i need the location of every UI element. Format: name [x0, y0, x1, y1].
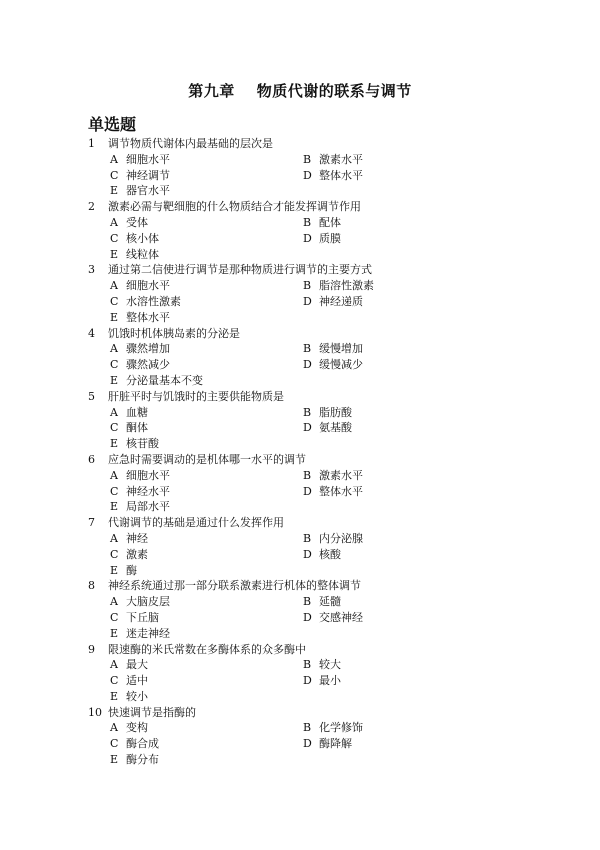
question-stem — [88, 262, 508, 278]
option-letter: B — [303, 279, 312, 293]
option-letter: E — [110, 753, 119, 767]
option-letter: D — [303, 421, 312, 435]
option-b — [303, 341, 363, 357]
option-row — [88, 689, 508, 705]
option-text: 激素 — [126, 547, 148, 561]
option-letter: B — [303, 468, 312, 482]
option-d — [303, 610, 363, 626]
option-e — [110, 499, 170, 515]
option-letter: A — [110, 152, 118, 166]
option-text: 神经 — [126, 531, 148, 545]
option-text: 整体水平 — [126, 310, 170, 324]
option-row — [88, 294, 508, 310]
option-letter: E — [110, 373, 119, 387]
option-b — [303, 720, 363, 736]
option-e — [110, 373, 203, 389]
chapter-title — [0, 80, 600, 101]
option-letter: B — [303, 152, 312, 166]
option-text: 整体水平 — [319, 484, 363, 498]
option-letter: D — [303, 737, 312, 751]
option-d — [303, 736, 352, 752]
question-text: 代谢调节的基础是通过什么发挥作用 — [108, 516, 284, 530]
option-text: 分泌量基本不变 — [126, 373, 203, 387]
option-row — [88, 341, 508, 357]
option-text: 交感神经 — [319, 610, 363, 624]
question-text: 激素必需与靶细胞的什么物质结合才能发挥调节作用 — [108, 200, 361, 214]
option-d — [303, 231, 341, 247]
question-stem — [88, 705, 508, 721]
option-text: 线粒体 — [126, 247, 159, 261]
option-letter: E — [110, 437, 119, 451]
option-text: 延髓 — [319, 595, 341, 609]
option-letter: C — [110, 484, 119, 498]
option-letter: D — [303, 168, 312, 182]
question-text: 应急时需要调动的是机体哪一水平的调节 — [108, 452, 306, 466]
option-text: 酶降解 — [319, 737, 352, 751]
option-d — [303, 673, 341, 689]
question-text: 通过第二信使进行调节是那种物质进行调节的主要方式 — [108, 263, 372, 277]
question-item — [88, 326, 508, 389]
option-a — [110, 152, 170, 168]
option-letter: C — [110, 674, 119, 688]
option-c — [110, 610, 159, 626]
option-row — [88, 152, 508, 168]
option-a — [110, 341, 170, 357]
option-row — [88, 420, 508, 436]
option-a — [110, 405, 148, 421]
option-row — [88, 720, 508, 736]
option-text: 水溶性激素 — [126, 294, 181, 308]
option-row — [88, 168, 508, 184]
option-letter: C — [110, 358, 119, 372]
option-letter: A — [110, 531, 118, 545]
option-d — [303, 357, 363, 373]
question-item — [88, 705, 508, 768]
option-letter: A — [110, 658, 118, 672]
option-text: 最小 — [319, 674, 341, 688]
option-row — [88, 357, 508, 373]
question-text: 调节物质代谢体内最基础的层次是 — [108, 137, 273, 150]
option-text: 酶分布 — [126, 753, 159, 767]
option-c — [110, 294, 181, 310]
option-text: 神经递质 — [319, 294, 363, 308]
question-item — [88, 578, 508, 641]
option-a — [110, 278, 170, 294]
option-text: 细胞水平 — [126, 279, 170, 293]
option-text: 较大 — [319, 658, 341, 672]
question-number: 7 — [88, 516, 95, 530]
option-b — [303, 594, 341, 610]
question-item — [88, 136, 508, 199]
option-letter: B — [303, 658, 312, 672]
option-a — [110, 594, 170, 610]
option-row — [88, 484, 508, 500]
question-number: 9 — [88, 642, 95, 656]
option-row — [88, 436, 508, 452]
option-row — [88, 183, 508, 199]
option-c — [110, 168, 170, 184]
option-b — [303, 215, 341, 231]
question-stem — [88, 326, 508, 342]
option-text: 激素水平 — [319, 152, 363, 166]
option-text: 核酸 — [319, 547, 341, 561]
question-stem — [88, 136, 508, 152]
question-item — [88, 452, 508, 515]
option-letter: A — [110, 595, 118, 609]
option-text: 缓慢增加 — [319, 342, 363, 356]
option-letter: B — [303, 405, 312, 419]
option-text: 化学修饰 — [319, 721, 363, 735]
question-number: 2 — [88, 200, 95, 214]
option-a — [110, 531, 148, 547]
option-c — [110, 484, 170, 500]
option-letter: C — [110, 547, 119, 561]
option-row — [88, 610, 508, 626]
option-letter: D — [303, 674, 312, 688]
option-row — [88, 231, 508, 247]
question-item — [88, 515, 508, 578]
question-item — [88, 199, 508, 262]
option-text: 神经调节 — [126, 168, 170, 182]
option-a — [110, 720, 148, 736]
option-b — [303, 278, 374, 294]
question-item — [88, 642, 508, 705]
option-letter: E — [110, 626, 119, 640]
option-b — [303, 531, 363, 547]
option-text: 配体 — [319, 215, 341, 229]
option-text: 骤然增加 — [126, 342, 170, 356]
option-row — [88, 736, 508, 752]
option-letter: C — [110, 421, 119, 435]
option-row — [88, 626, 508, 642]
question-stem — [88, 199, 508, 215]
option-row — [88, 657, 508, 673]
question-text: 肝脏平时与饥饿时的主要供能物质是 — [108, 389, 284, 403]
option-text: 局部水平 — [126, 500, 170, 514]
option-letter: C — [110, 610, 119, 624]
option-text: 核苷酸 — [126, 437, 159, 451]
option-e — [110, 247, 159, 263]
option-e — [110, 689, 148, 705]
option-row — [88, 752, 508, 768]
question-stem — [88, 452, 508, 468]
question-number: 1 — [88, 137, 95, 150]
option-text: 较小 — [126, 689, 148, 703]
option-e — [110, 563, 137, 579]
question-stem — [88, 642, 508, 658]
option-text: 神经水平 — [126, 484, 170, 498]
question-text: 神经系统通过那一部分联系激素进行机体的整体调节 — [108, 579, 361, 593]
option-b — [303, 405, 352, 421]
option-letter: C — [110, 294, 119, 308]
question-text: 限速酶的米氏常数在多酶体系的众多酶中 — [108, 642, 306, 656]
option-text: 下丘脑 — [126, 610, 159, 624]
option-d — [303, 294, 363, 310]
option-letter: A — [110, 215, 118, 229]
option-row — [88, 547, 508, 563]
option-row — [88, 563, 508, 579]
option-letter: A — [110, 405, 118, 419]
option-row — [88, 215, 508, 231]
option-letter: B — [303, 721, 312, 735]
option-c — [110, 736, 159, 752]
option-letter: E — [110, 247, 119, 261]
question-number: 3 — [88, 263, 95, 277]
section-heading: 单选题 — [88, 115, 137, 134]
option-c — [110, 420, 148, 436]
option-text: 激素水平 — [319, 468, 363, 482]
option-c — [110, 547, 148, 563]
option-text: 最大 — [126, 658, 148, 672]
option-a — [110, 657, 148, 673]
option-text: 整体水平 — [319, 168, 363, 182]
option-letter: D — [303, 294, 312, 308]
question-item — [88, 389, 508, 452]
question-stem — [88, 389, 508, 405]
option-d — [303, 420, 352, 436]
option-d — [303, 168, 363, 184]
option-text: 受体 — [126, 215, 148, 229]
option-text: 核小体 — [126, 231, 159, 245]
option-letter: C — [110, 737, 119, 751]
option-row — [88, 278, 508, 294]
question-number: 6 — [88, 452, 95, 466]
option-text: 器官水平 — [126, 184, 170, 198]
question-number: 10 — [88, 705, 102, 719]
option-letter: B — [303, 595, 312, 609]
option-letter: E — [110, 500, 119, 514]
option-text: 酶合成 — [126, 737, 159, 751]
option-text: 迷走神经 — [126, 626, 170, 640]
option-e — [110, 436, 159, 452]
option-a — [110, 468, 170, 484]
option-letter: B — [303, 215, 312, 229]
option-letter: E — [110, 310, 119, 324]
option-row — [88, 247, 508, 263]
chapter-number: 第九章 — [188, 82, 235, 100]
question-stem — [88, 578, 508, 594]
option-text: 内分泌腺 — [319, 531, 363, 545]
option-a — [110, 215, 148, 231]
option-text: 骤然减少 — [126, 358, 170, 372]
option-row — [88, 310, 508, 326]
option-d — [303, 547, 341, 563]
option-b — [303, 657, 341, 673]
option-text: 缓慢减少 — [319, 358, 363, 372]
question-stem — [88, 515, 508, 531]
option-c — [110, 673, 148, 689]
option-text: 大脑皮层 — [126, 595, 170, 609]
question-text: 饥饿时机体胰岛素的分泌是 — [108, 326, 240, 340]
option-letter: D — [303, 610, 312, 624]
option-row — [88, 405, 508, 421]
option-text: 血糖 — [126, 405, 148, 419]
option-letter: D — [303, 231, 312, 245]
option-letter: B — [303, 342, 312, 356]
option-row — [88, 594, 508, 610]
option-letter: A — [110, 279, 118, 293]
option-c — [110, 357, 170, 373]
option-e — [110, 626, 170, 642]
option-text: 细胞水平 — [126, 468, 170, 482]
option-text: 细胞水平 — [126, 152, 170, 166]
option-letter: C — [110, 231, 119, 245]
question-number: 4 — [88, 326, 95, 340]
option-text: 适中 — [126, 674, 148, 688]
option-b — [303, 152, 363, 168]
option-text: 氨基酸 — [319, 421, 352, 435]
option-text: 酶 — [126, 563, 137, 577]
option-e — [110, 752, 159, 768]
option-letter: E — [110, 184, 119, 198]
option-row — [88, 673, 508, 689]
option-letter: D — [303, 358, 312, 372]
option-e — [110, 310, 170, 326]
option-text: 脂肪酸 — [319, 405, 352, 419]
option-letter: A — [110, 721, 118, 735]
option-letter: E — [110, 689, 119, 703]
option-e — [110, 183, 170, 199]
chapter-name: 物质代谢的联系与调节 — [256, 82, 412, 100]
option-row — [88, 499, 508, 515]
option-text: 质膜 — [319, 231, 341, 245]
option-letter: A — [110, 342, 118, 356]
option-letter: D — [303, 547, 312, 561]
question-list — [88, 136, 508, 768]
option-row — [88, 468, 508, 484]
question-number: 8 — [88, 579, 95, 593]
question-text: 快速调节是指酶的 — [108, 705, 196, 719]
option-row — [88, 373, 508, 389]
option-letter: A — [110, 468, 118, 482]
option-text: 酮体 — [126, 421, 148, 435]
option-letter: E — [110, 563, 119, 577]
option-letter: D — [303, 484, 312, 498]
option-letter: C — [110, 168, 119, 182]
option-row — [88, 531, 508, 547]
option-b — [303, 468, 363, 484]
question-item — [88, 262, 508, 325]
option-d — [303, 484, 363, 500]
option-c — [110, 231, 159, 247]
question-number: 5 — [88, 389, 95, 403]
option-text: 脂溶性激素 — [319, 279, 374, 293]
option-text: 变构 — [126, 721, 148, 735]
option-letter: B — [303, 531, 312, 545]
